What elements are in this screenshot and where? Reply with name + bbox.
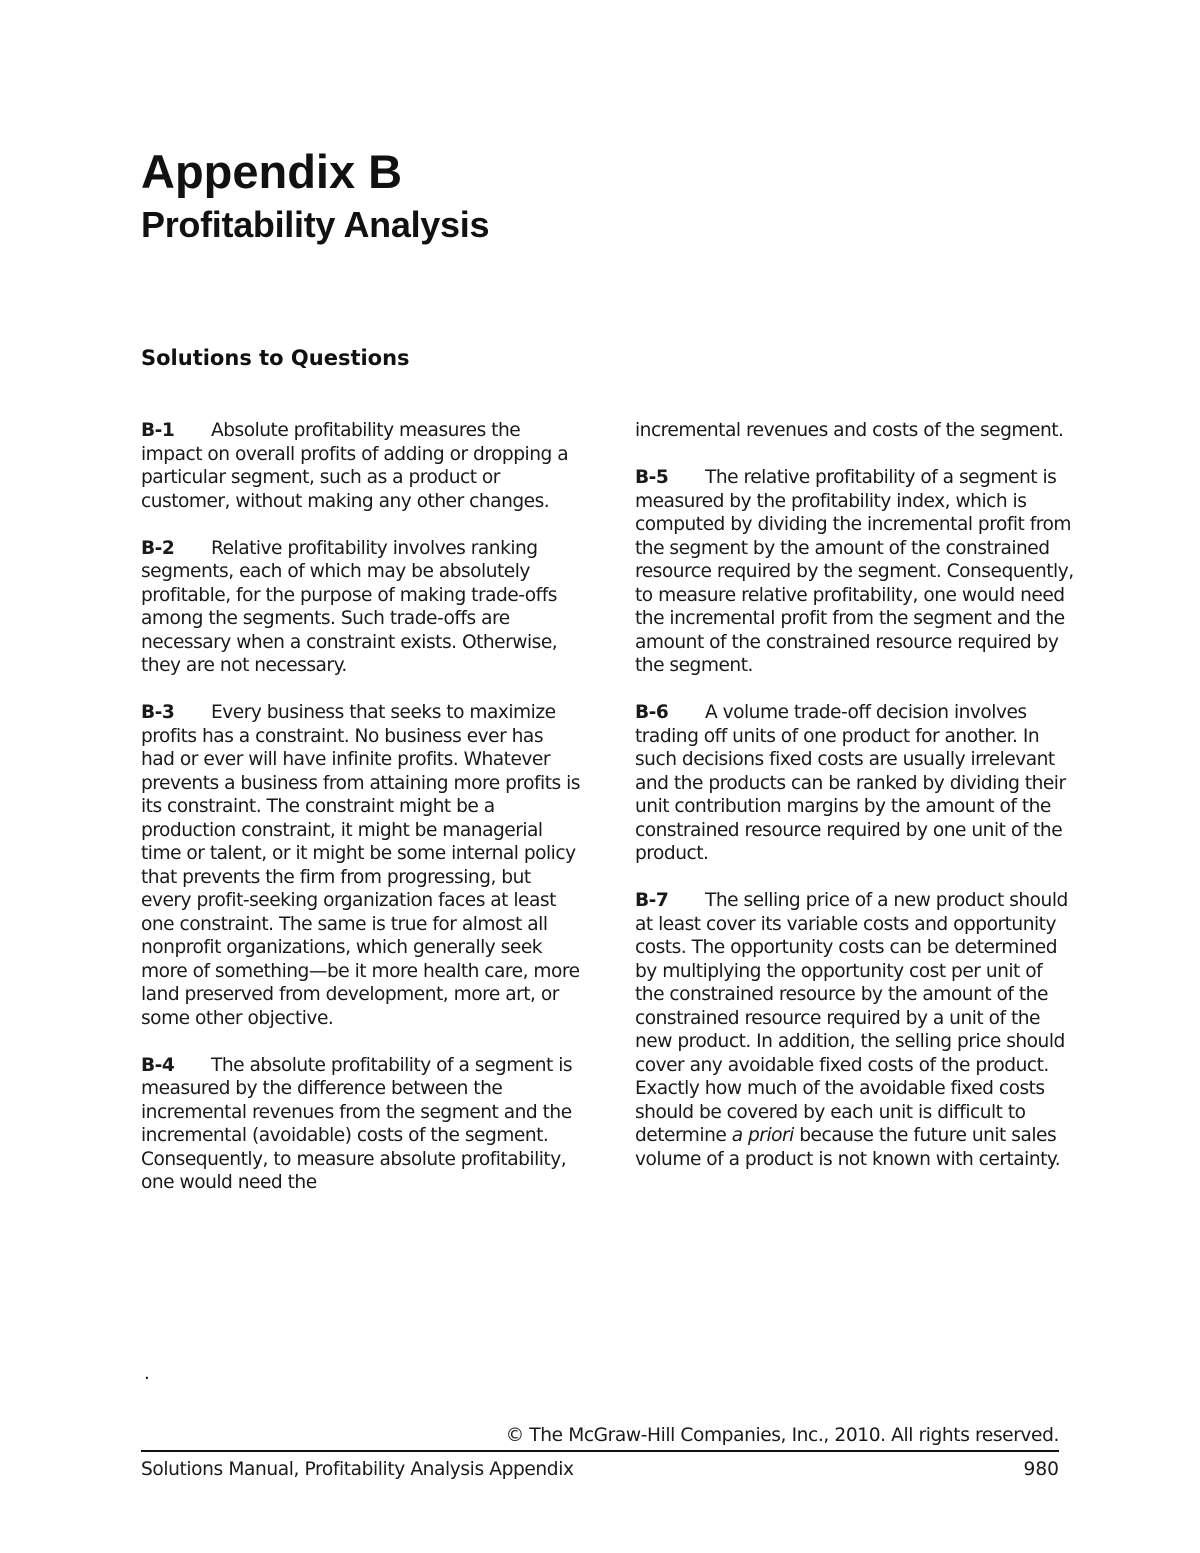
question-b6: [635, 701, 1075, 866]
question-b1: [141, 419, 581, 513]
appendix-title: Appendix B: [141, 145, 403, 198]
question-number: B-5: [635, 467, 669, 488]
question-number: B-1: [141, 420, 175, 441]
appendix-subtitle: Profitability Analysis: [141, 204, 490, 245]
question-answer-text: Relative profitability involves ranking segments, each of which may be absolutely profitable, for the purpose of making trade-offs among the segments. Such trade-offs are necessary when a constraint exists. Otherwise, they are not necessary.: [141, 537, 558, 676]
question-answer-text: The selling price of a new product should at least cover its variable costs and opportunity costs. The opportunity costs can be determined by multiplying the opportunity cost per unit of the constrained resource by the amount of the constrained resource required by a unit of the new product. In addition, the selling price should cover any avoidable fixed costs of the product. Exactly how much of the avoidable fixed costs should be covered by each unit is difficult to determine: [635, 890, 1068, 1146]
question-answer-text: Every business that seeks to maximize profits has a constraint. No business ever has had or ever will have infinite profits. Whatever prevents a business from attaining more profits is its constraint. The constraint might be a production constraint, it might be managerial time or talent, or it might be some internal policy that prevents the firm from progressing, but every profit-seeking organization faces at least one constraint. The same is true for almost all nonprofit organizations, which generally seek more of something—be it more health care, more land preserved from development, more art, or some other objective.: [141, 702, 580, 1029]
left-column: [141, 419, 581, 1218]
question-answer-text: The absolute profitability of a segment is measured by the difference between the incremental revenues from the segment and the incremental (avoidable) costs of the segment. Consequently, to measure absolute profitability, one would need the: [141, 1054, 573, 1193]
question-number: B-3: [141, 702, 175, 723]
question-b4: [141, 1054, 581, 1195]
stray-mark: .: [144, 1363, 150, 1384]
copyright-notice: © The McGraw-Hill Companies, Inc., 2010. All rights reserved.: [505, 1425, 1059, 1446]
question-answer-text: A volume trade-off decision involves trading off units of one product for another. In such decisions fixed costs are usually irrelevant and the products can be ranked by dividing their unit contribution margins by the amount of the constrained resource required by one unit of the product.: [635, 702, 1066, 864]
section-heading: Solutions to Questions: [141, 346, 410, 370]
question-answer-text: Absolute profitability measures the impact on overall profits of adding or dropping a particular segment, such as a product or customer, without making any other changes.: [141, 420, 569, 512]
question-b5: [635, 466, 1075, 678]
question-number: B-4: [141, 1054, 175, 1076]
page-number: 980: [1023, 1459, 1059, 1480]
question-answer-text-end: because the future unit sales volume of a product is not known with certainty.: [635, 1125, 1061, 1170]
question-number: B-2: [141, 537, 175, 559]
footer-manual-title: Solutions Manual, Profitability Analysis Appendix: [141, 1459, 574, 1480]
question-b2: [141, 537, 581, 678]
question-number: B-6: [635, 702, 669, 723]
question-b3: [141, 701, 581, 1030]
question-number: B-7: [635, 890, 669, 911]
footer-divider: [141, 1450, 1059, 1452]
question-b4-continuation: incremental revenues and costs of the segment.: [635, 420, 1064, 441]
question-b7: [635, 889, 1075, 1171]
right-column: [635, 419, 1075, 1195]
italic-phrase: a priori: [731, 1125, 794, 1146]
question-answer-text: The relative profitability of a segment is measured by the profitability index, which is computed by dividing the incremental profit from the segment by the amount of the constrained resource required by the segment. Consequently, to measure relative profitability, one would need the incremental profit from the segment and the amount of the constrained resource required by the segment.: [635, 467, 1074, 676]
